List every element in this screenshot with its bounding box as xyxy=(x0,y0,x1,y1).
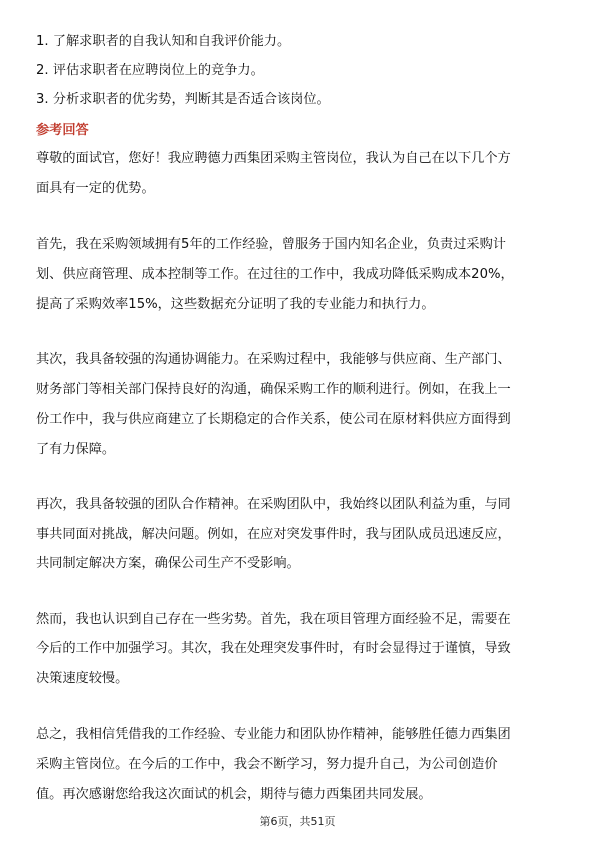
question-item-2: 2. 评估求职者在应聘岗位上的竞争力。 xyxy=(36,63,264,78)
page-number-footer: 第6页，共51页 xyxy=(259,815,336,828)
question-item-1: 1. 了解求职者的自我认知和自我评价能力。 xyxy=(36,34,291,49)
paragraph-5-line-1: 然而，我也认识到自己存在一些劣势。首先，我在项目管理方面经验不足，需要在 xyxy=(36,612,511,627)
paragraph-3-line-3: 份工作中，我与供应商建立了长期稳定的合作关系，使公司在原材料供应方面得到 xyxy=(36,412,511,427)
paragraph-2-line-3: 提高了采购效率15%，这些数据充分证明了我的专业能力和执行力。 xyxy=(36,297,435,312)
paragraph-3-line-1: 其次，我具备较强的沟通协调能力。在采购过程中，我能够与供应商、生产部门、 xyxy=(36,352,511,367)
paragraph-6-line-2: 采购主管岗位。在今后的工作中，我会不断学习，努力提升自己，为公司创造价 xyxy=(36,757,498,772)
question-item-3: 3. 分析求职者的优劣势，判断其是否适合该岗位。 xyxy=(36,92,330,107)
paragraph-1-line-1: 尊敬的面试官，您好！我应聘德力西集团采购主管岗位，我认为自己在以下几个方 xyxy=(36,151,511,166)
paragraph-5-line-2: 今后的工作中加强学习。其次，我在处理突发事件时，有时会显得过于谨慎，导致 xyxy=(36,641,511,656)
paragraph-5-line-3: 决策速度较慢。 xyxy=(36,671,129,686)
paragraph-3-line-2: 财务部门等相关部门保持良好的沟通，确保采购工作的顺利进行。例如，在我上一 xyxy=(36,382,511,397)
paragraph-6-line-1: 总之，我相信凭借我的工作经验、专业能力和团队协作精神，能够胜任德力西集团 xyxy=(36,727,511,742)
paragraph-4-line-1: 再次，我具备较强的团队合作精神。在采购团队中，我始终以团队利益为重，与同 xyxy=(36,497,511,512)
paragraph-2-line-1: 首先，我在采购领域拥有5年的工作经验，曾服务于国内知名企业，负责过采购计 xyxy=(36,237,506,252)
answer-heading: 参考回答 xyxy=(36,123,89,138)
paragraph-4-line-3: 共同制定解决方案，确保公司生产不受影响。 xyxy=(36,556,300,571)
paragraph-2-line-2: 划、供应商管理、成本控制等工作。在过往的工作中，我成功降低采购成本20%， xyxy=(36,267,514,282)
paragraph-1-line-2: 面具有一定的优势。 xyxy=(36,181,155,196)
paragraph-3-line-4: 了有力保障。 xyxy=(36,442,116,457)
paragraph-6-line-3: 值。再次感谢您给我这次面试的机会，期待与德力西集团共同发展。 xyxy=(36,787,432,802)
paragraph-4-line-2: 事共同面对挑战，解决问题。例如，在应对突发事件时，我与团队成员迅速反应， xyxy=(36,527,511,542)
